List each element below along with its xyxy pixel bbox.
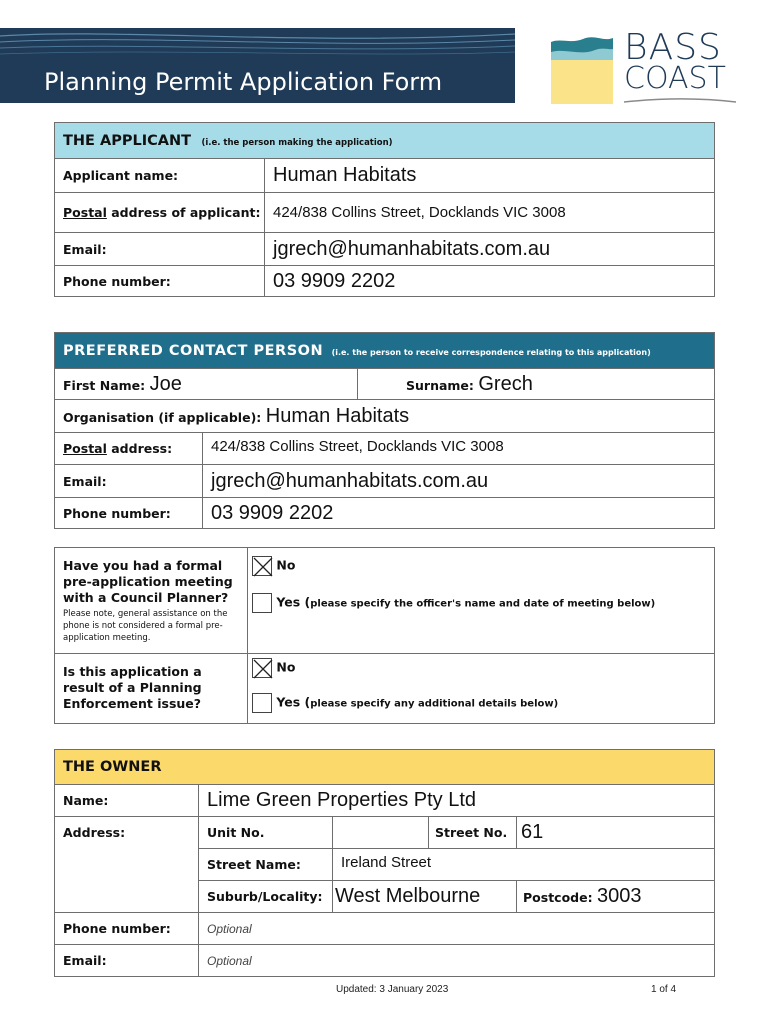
contact-phone-label: Phone number: (55, 498, 203, 529)
q1-no-label: No (276, 557, 296, 573)
q2-label: Is this application a result of a Planning Enforcement issue? (63, 664, 202, 711)
q1-label: Have you had a formal pre-application meeting with a Council Planner? (63, 558, 233, 605)
owner-email-label: Email: (55, 945, 199, 977)
applicant-subtitle: (i.e. the person making the application) (201, 137, 393, 148)
applicant-table (54, 122, 715, 297)
contact-phone-field[interactable]: 03 9909 2202 (203, 498, 715, 529)
footer-page-number: 1 of 4 (651, 984, 677, 995)
owner-address-label: Address: (55, 817, 199, 913)
logo-swoosh-icon (622, 96, 738, 106)
contact-email-field[interactable]: jgrech@humanhabitats.com.au (203, 465, 715, 498)
owner-name-field[interactable]: Lime Green Properties Pty Ltd (199, 785, 715, 817)
footer-updated-date: Updated: 3 January 2023 (336, 984, 449, 995)
contact-surname-field[interactable]: Grech (478, 372, 533, 395)
bass-coast-logo-icon (551, 30, 613, 104)
contact-title: PREFERRED CONTACT PERSON (63, 342, 324, 359)
applicant-title: THE APPLICANT (63, 132, 191, 149)
owner-street-no-label: Street No. (429, 817, 517, 849)
checked-x-icon (253, 659, 273, 679)
applicant-postal-label: Postal address of applicant: (55, 193, 265, 233)
contact-org-cell[interactable] (55, 400, 715, 433)
q2-no-checkbox[interactable] (252, 658, 272, 678)
owner-phone-field[interactable]: Optional (199, 913, 715, 945)
q2-cell (55, 654, 248, 724)
contact-email-label: Email: (55, 465, 203, 498)
contact-postal-label: Postal address: (55, 433, 203, 465)
contact-header (55, 333, 715, 369)
owner-suburb-field[interactable]: West Melbourne (333, 881, 517, 913)
q2-no-label: No (276, 659, 296, 675)
applicant-postal-field[interactable]: 424/838 Collins Street, Docklands VIC 3008 (265, 193, 715, 233)
applicant-email-field[interactable]: jgrech@humanhabitats.com.au (265, 233, 715, 266)
q2-yes-option[interactable] (252, 693, 710, 713)
q1-no-option[interactable] (252, 556, 710, 582)
q2-yes-detail: please specify any additional details below) (310, 698, 559, 710)
q1-options (248, 548, 715, 654)
contact-first-name-label: First Name: (63, 377, 146, 393)
contact-surname-label: Surname: (406, 377, 474, 393)
contact-org-field[interactable]: Human Habitats (265, 404, 410, 427)
applicant-email-label: Email: (55, 233, 265, 266)
contact-surname-cell[interactable] (358, 369, 715, 400)
owner-name-label: Name: (55, 785, 199, 817)
questions-table (54, 547, 715, 724)
form-title: Planning Permit Application Form (44, 68, 443, 96)
applicant-phone-field[interactable]: 03 9909 2202 (265, 266, 715, 297)
owner-postcode-label: Postcode: (523, 890, 593, 905)
applicant-header (55, 123, 715, 159)
q2-yes-checkbox[interactable] (252, 693, 272, 713)
logo-text-coast: COAST (624, 61, 726, 96)
owner-street-name-field[interactable]: Ireland Street (333, 849, 715, 881)
owner-phone-label: Phone number: (55, 913, 199, 945)
owner-unit-label: Unit No. (199, 817, 333, 849)
q1-yes-label: Yes ( (276, 594, 311, 610)
owner-table (54, 749, 715, 977)
contact-first-name-field[interactable]: Joe (149, 372, 182, 395)
header-banner (0, 28, 515, 103)
q2-no-option[interactable] (252, 658, 710, 684)
q1-cell (55, 548, 248, 654)
owner-suburb-label: Suburb/Locality: (199, 881, 333, 913)
owner-header (55, 750, 715, 785)
q1-yes-checkbox[interactable] (252, 593, 272, 613)
applicant-name-label: Applicant name: (55, 159, 265, 193)
owner-unit-field[interactable] (333, 817, 429, 849)
q2-yes-label: Yes ( (276, 694, 311, 710)
applicant-phone-label: Phone number: (55, 266, 265, 297)
contact-org-label: Organisation (if applicable): (63, 409, 262, 425)
owner-street-name-label: Street Name: (199, 849, 333, 881)
applicant-name-field[interactable]: Human Habitats (265, 159, 715, 193)
owner-email-field[interactable]: Optional (199, 945, 715, 977)
q1-yes-detail: please specify the officer's name and date of meeting below) (310, 598, 656, 610)
q2-options (248, 654, 715, 724)
owner-street-no-field[interactable]: 61 (517, 817, 715, 849)
owner-postcode-cell[interactable] (517, 881, 715, 913)
checked-x-icon (253, 557, 273, 577)
q1-yes-option[interactable] (252, 593, 710, 613)
contact-subtitle: (i.e. the person to receive correspondence relating to this application) (331, 347, 651, 357)
contact-table (54, 332, 715, 529)
owner-postcode-field[interactable]: 3003 (597, 885, 642, 907)
owner-title: THE OWNER (63, 759, 162, 775)
q1-no-checkbox[interactable] (252, 556, 272, 576)
contact-postal-field[interactable]: 424/838 Collins Street, Docklands VIC 3008 (203, 433, 715, 465)
q1-note: Please note, general assistance on the phone is not considered a formal pre-application meeting. (63, 609, 228, 643)
contact-first-name-cell[interactable] (55, 369, 358, 400)
logo-text-bass: BASS (624, 27, 722, 68)
